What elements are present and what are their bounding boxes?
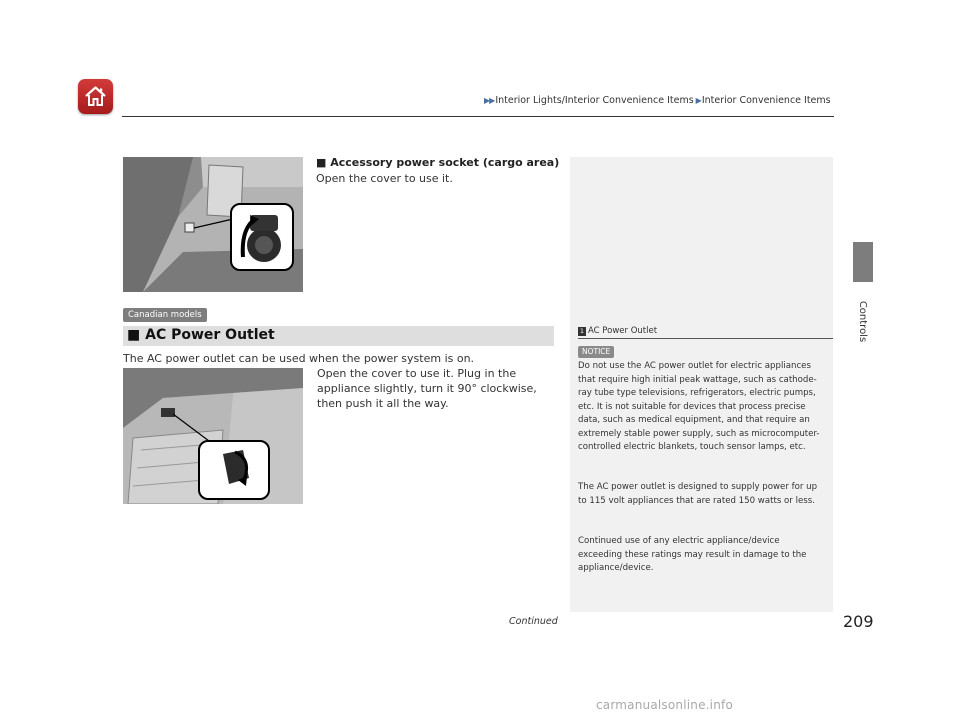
- section-title: [127, 327, 275, 343]
- breadcrumb-item[interactable]: Interior Convenience Items: [701, 95, 831, 106]
- square-bullet-icon: ■: [316, 156, 327, 169]
- side-note-divider: [578, 338, 833, 339]
- region-badge: Canadian models: [123, 308, 207, 322]
- chapter-tab-label[interactable]: Controls: [857, 300, 868, 343]
- ac-outlet-intro: The AC power outlet can be used when the power system is on.: [123, 352, 475, 365]
- note-number-badge: 1: [579, 326, 585, 335]
- ac-outlet-illustration: [123, 368, 303, 504]
- rating-paragraph: The AC power outlet is designed to supply power for up to 115 volt appliances that are rated 150 watts or less.: [578, 482, 818, 506]
- breadcrumb-arrow-icon: ▶▶: [484, 96, 495, 105]
- ac-outlet-instructions: Open the cover to use it. Plug in the appliance slightly, turn it 90° clockwise, then push it all the way.: [317, 367, 537, 410]
- section-title-text: AC Power Outlet: [145, 327, 275, 343]
- continued-label: Continued: [509, 616, 558, 627]
- home-icon: [83, 84, 108, 109]
- notice-paragraph: Do not use the AC power outlet for electric appliances that require high initial peak wattage, such as cathode-ray tube type televisions, refrigerators, electric pumps, etc. It is not suitable for devices that process precise data, such as medical equipment, and that require an extremely stable power supply, such as microcomputer-controlled electric blankets, touch sensor lamps, etc.: [578, 361, 820, 452]
- square-bullet-icon: ■: [127, 327, 141, 343]
- cargo-socket-illustration: [123, 157, 303, 292]
- page-number: 209: [843, 612, 874, 631]
- breadcrumb-arrow-icon: ▶: [695, 96, 701, 105]
- accessory-socket-text: Open the cover to use it.: [316, 172, 453, 185]
- warning-paragraph: Continued use of any electric appliance/device exceeding these ratings may result in damage to the appliance/device.: [578, 536, 807, 573]
- home-button[interactable]: [78, 79, 113, 114]
- breadcrumb: [484, 95, 831, 106]
- watermark: carmanualsonline.info: [596, 698, 733, 712]
- chapter-tab-marker: [853, 242, 873, 282]
- side-note-title-text: AC Power Outlet: [588, 326, 658, 336]
- accessory-socket-heading-text: Accessory power socket (cargo area): [330, 156, 560, 169]
- notice-badge: NOTICE: [578, 346, 614, 358]
- accessory-socket-heading: [316, 156, 559, 169]
- side-note-title: [578, 326, 657, 336]
- header-divider: [122, 116, 834, 117]
- breadcrumb-item[interactable]: Interior Lights/Interior Convenience Items: [495, 95, 694, 106]
